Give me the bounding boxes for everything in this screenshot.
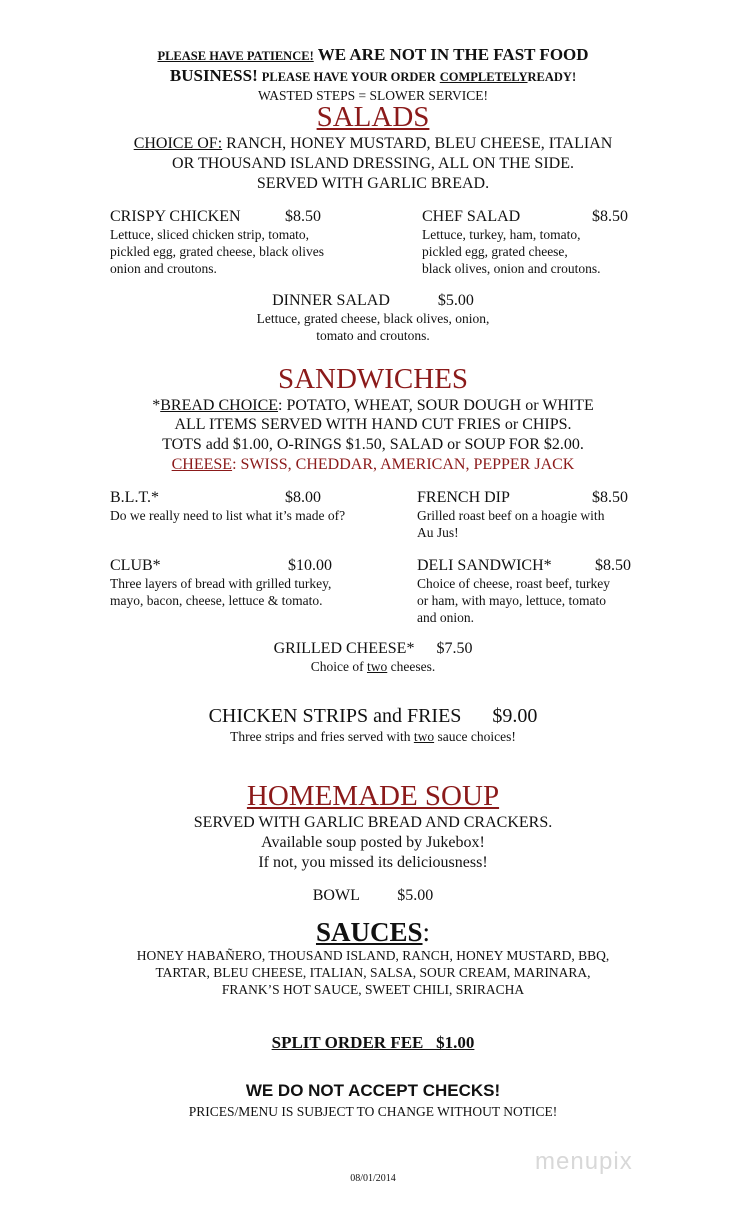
item-desc: black olives, onion and croutons. [422, 261, 601, 276]
item-price: $8.50 [285, 208, 321, 225]
item-name: CRISPY CHICKEN [110, 208, 241, 225]
strips-name: CHICKEN STRIPS and FRIES [208, 705, 462, 727]
item-desc: mayo, bacon, cheese, lettuce & tomato. [110, 593, 323, 608]
watermark: menupix [535, 1148, 633, 1175]
bread-star: * [152, 397, 161, 414]
item-desc: or ham, with mayo, lettuce, tomato [417, 593, 606, 608]
notice-completely: COMPLETELY [439, 70, 528, 84]
salads-choice-label: CHOICE OF: [133, 135, 223, 152]
sandwich-item-blt [110, 488, 380, 524]
salad-item-dinner-salad [0, 291, 746, 344]
sandwiches-bread [0, 396, 746, 415]
item-price: $8.50 [592, 489, 628, 506]
salad-item-crispy-chicken [110, 207, 370, 277]
item-desc: Choice of [310, 659, 364, 674]
bread-label: BREAD CHOICE [160, 397, 279, 414]
sandwich-item-deli [417, 556, 647, 626]
soup-line3: If not, you missed its deliciousness! [258, 854, 488, 871]
menu-date: 08/01/2014 [350, 1173, 396, 1184]
soup-bowl [0, 886, 746, 905]
item-desc-emphasis: two [367, 659, 388, 674]
item-price: $5.00 [437, 292, 474, 309]
sandwich-item-club [110, 556, 380, 609]
item-desc: cheeses. [390, 659, 436, 674]
strips-desc-emphasis: two [413, 729, 435, 744]
item-desc: tomato and croutons. [316, 328, 430, 343]
notice [0, 45, 746, 104]
item-desc: Grilled roast beef on a hoagie with [417, 508, 605, 523]
bread-list: : POTATO, WHEAT, SOUR DOUGH or WHITE [278, 397, 594, 414]
salad-item-chef-salad [422, 207, 652, 277]
bowl-price: $5.00 [397, 887, 434, 904]
item-desc: pickled egg, grated cheese, black olives [110, 244, 325, 259]
sandwiches-line2: ALL ITEMS SERVED WITH HAND CUT FRIES or CHIPS. [174, 416, 572, 433]
sauces-title-text: SAUCES [315, 917, 423, 947]
cheese-list: : SWISS, CHEDDAR, AMERICAN, PEPPER JACK [232, 456, 575, 473]
salads-title: SALADS [316, 101, 430, 133]
item-desc: Au Jus! [417, 525, 459, 540]
strips-desc: Three strips and fries served with [230, 729, 411, 744]
prices-notice: PRICES/MENU IS SUBJECT TO CHANGE WITHOUT NOTICE! [188, 1104, 558, 1119]
notice-fast-food: WE ARE NOT IN THE FAST FOOD [317, 45, 589, 64]
sauces-line3: FRANK’S HOT SAUCE, SWEET CHILI, SRIRACHA [221, 982, 525, 997]
item-name: DINNER SALAD [272, 292, 390, 309]
item-price: $8.50 [592, 208, 628, 225]
item-price: $8.00 [285, 489, 321, 506]
sauces-line1: HONEY HABAÑERO, THOUSAND ISLAND, RANCH, HONEY MUSTARD, BBQ, [136, 948, 610, 963]
no-checks: WE DO NOT ACCEPT CHECKS! [245, 1081, 501, 1100]
item-name: CHEF SALAD [422, 208, 521, 225]
cheese-label: CHEESE [171, 456, 233, 473]
salads-line2: OR THOUSAND ISLAND DRESSING, ALL ON THE SIDE. [172, 155, 574, 172]
item-price: $7.50 [436, 640, 473, 657]
sandwiches-title: SANDWICHES [277, 363, 469, 395]
item-desc: onion and croutons. [110, 261, 217, 276]
strips-price: $9.00 [492, 705, 538, 727]
item-desc: Lettuce, sliced chicken strip, tomato, [110, 227, 310, 242]
notice-patience: PLEASE HAVE PATIENCE! [157, 49, 314, 63]
notice-business: BUSINESS! [169, 66, 258, 85]
sandwich-item-grilled-cheese [0, 639, 746, 675]
soup-line2: Available soup posted by Jukebox! [261, 834, 485, 851]
item-desc: and onion. [417, 610, 474, 625]
item-price: $8.50 [595, 557, 631, 574]
soup-title: HOMEMADE SOUP [246, 780, 500, 812]
salads-line3: SERVED WITH GARLIC BREAD. [256, 175, 490, 192]
item-desc: Choice of cheese, roast beef, turkey [417, 576, 611, 591]
sandwiches-cheese [0, 455, 746, 474]
item-desc: Lettuce, grated cheese, black olives, onion, [256, 311, 490, 326]
item-price: $10.00 [288, 557, 332, 574]
notice-ready: READY! [527, 70, 577, 84]
split-order-fee: SPLIT ORDER FEE $1.00 [271, 1033, 475, 1052]
sauces-title [0, 916, 746, 948]
item-desc: Three layers of bread with grilled turkey, [110, 576, 332, 591]
sandwiches-line3: TOTS add $1.00, O-RINGS $1.50, SALAD or SOUP FOR $2.00. [162, 436, 584, 453]
item-name: B.L.T.* [110, 489, 160, 506]
sauces-line2: TARTAR, BLEU CHEESE, ITALIAN, SALSA, SOUR CREAM, MARINARA, [155, 965, 591, 980]
strips-desc: sauce choices! [437, 729, 516, 744]
soup-line1: SERVED WITH GARLIC BREAD AND CRACKERS. [193, 814, 553, 831]
item-desc: pickled egg, grated cheese, [422, 244, 568, 259]
item-name: CLUB* [110, 557, 161, 574]
sandwich-item-french-dip [417, 488, 647, 541]
item-name: FRENCH DIP [417, 489, 510, 506]
notice-wasted: WASTED STEPS = SLOWER SERVICE! [257, 88, 489, 103]
sauces-colon: : [422, 917, 431, 947]
salads-dressing [0, 134, 746, 153]
item-desc: Lettuce, turkey, ham, tomato, [422, 227, 581, 242]
bowl-label: BOWL [312, 887, 360, 904]
salads-choice-list: RANCH, HONEY MUSTARD, BLEU CHEESE, ITALIAN [226, 135, 613, 152]
strips-item [0, 704, 746, 745]
item-desc: Do we really need to list what it’s made of? [110, 508, 346, 523]
item-name: DELI SANDWICH* [417, 557, 552, 574]
item-name: GRILLED CHEESE* [273, 640, 415, 657]
notice-have-order: PLEASE HAVE YOUR ORDER [261, 70, 436, 84]
